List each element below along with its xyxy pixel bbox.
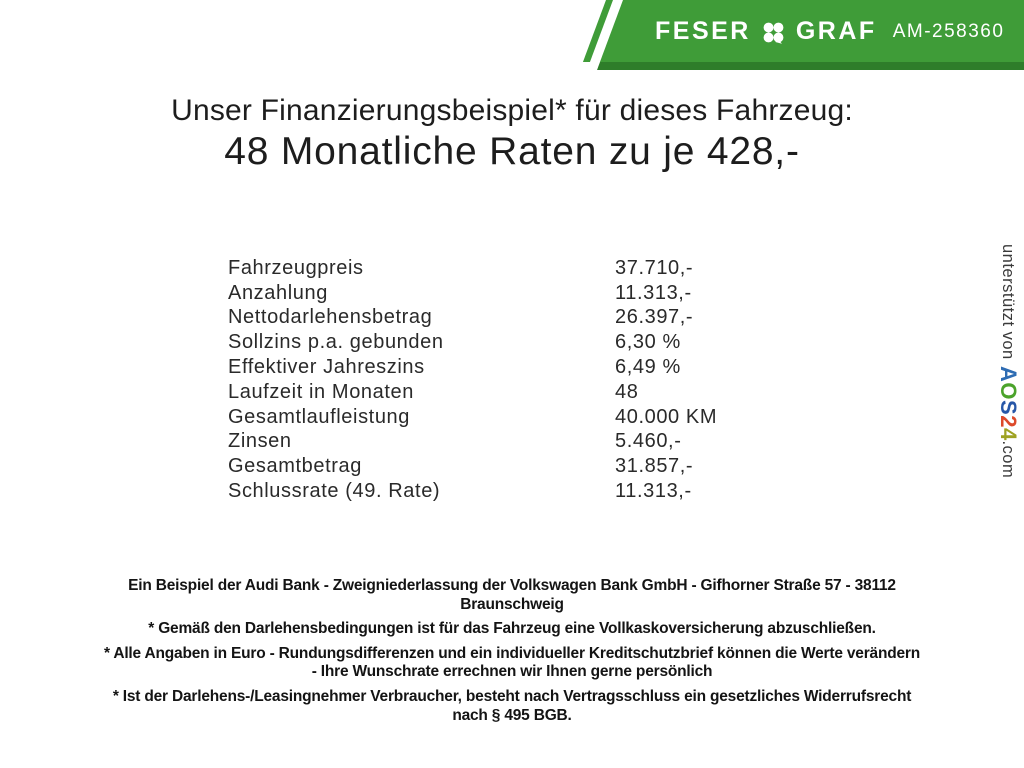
row-value: 31.857,-: [615, 455, 694, 478]
footer-line: Braunschweig: [460, 595, 564, 613]
table-row: [228, 355, 717, 380]
row-value: 5.460,-: [615, 430, 682, 453]
table-row: [228, 281, 717, 306]
aos-letter: S: [996, 399, 1021, 415]
table-row: [228, 405, 717, 430]
aos-letter: 2: [996, 414, 1021, 428]
footer-euro-note: [0, 645, 1024, 682]
dealer-banner: [623, 0, 1024, 62]
table-row: [228, 330, 717, 355]
row-label: Effektiver Jahreszins: [228, 356, 425, 379]
table-row: [228, 430, 717, 455]
banner-underline: [597, 62, 1024, 70]
row-label: Gesamtbetrag: [228, 455, 362, 478]
finance-example-title: Unser Finanzierungsbeispiel* für dieses Fahrzeug:: [171, 94, 853, 127]
monthly-rate-headline: 48 Monatliche Raten zu je 428,-: [224, 130, 800, 173]
row-value: 37.710,-: [615, 256, 694, 279]
row-value: 40.000 KM: [615, 405, 718, 428]
legal-footer: [0, 577, 1024, 731]
aos-letter: A: [996, 365, 1021, 383]
table-row: [228, 256, 717, 281]
watermark-prefix: unterstützt von: [999, 244, 1017, 360]
row-label: Schlussrate (49. Rate): [228, 480, 441, 503]
table-row: [228, 306, 717, 331]
row-value: 6,49 %: [615, 356, 681, 379]
footer-line: nach § 495 BGB.: [452, 706, 572, 724]
finance-table: [228, 256, 717, 504]
footer-line: Ein Beispiel der Audi Bank - Zweigniederlassung der Volkswagen Bank GmbH - Gifhorner Straße 57 - 38112: [128, 577, 896, 594]
aos-letter: O: [996, 382, 1021, 400]
clover-icon: [760, 19, 787, 46]
supported-by-watermark: [995, 244, 1021, 534]
row-label: Gesamtlaufleistung: [228, 405, 411, 428]
footer-insurance-note: [0, 620, 1024, 639]
footer-line: * Alle Angaben in Euro - Rundungsdifferenzen und ein individueller Kreditschutzbrief können die Werte verändern: [103, 644, 921, 662]
footer-line: * Gemäß den Darlehensbedingungen ist für das Fahrzeug eine Vollkaskoversicherung abzuschließen.: [148, 620, 876, 638]
table-row: [228, 380, 717, 405]
watermark-suffix: .com: [999, 440, 1017, 479]
row-value: 11.313,-: [615, 480, 692, 503]
row-value: 6,30 %: [615, 331, 681, 354]
footer-line: - Ihre Wunschrate errechnen wir Ihnen gerne persönlich: [311, 663, 713, 681]
row-label: Zinsen: [228, 430, 292, 453]
row-label: Laufzeit in Monaten: [228, 380, 414, 403]
table-row: [228, 479, 717, 504]
row-value: 48: [615, 380, 639, 403]
aos24-logo[interactable]: [996, 366, 1021, 441]
aos-letter: 4: [996, 427, 1021, 441]
footer-line: * Ist der Darlehens-/Leasingnehmer Verbraucher, besteht nach Vertragsschluss ein gesetzliches Widerrufsrecht: [112, 687, 912, 705]
row-label: Fahrzeugpreis: [228, 256, 364, 279]
footer-withdrawal-note: [0, 688, 1024, 725]
brand-name-right: GRAF: [795, 16, 877, 45]
row-value: 11.313,-: [615, 281, 692, 304]
brand-name-left: FESER: [655, 16, 751, 45]
footer-bank-info: [0, 577, 1024, 614]
vehicle-ref-number: AM-258360: [892, 20, 1005, 42]
row-value: 26.397,-: [615, 306, 694, 329]
page-title: [0, 93, 1024, 175]
row-label: Nettodarlehensbetrag: [228, 306, 433, 329]
row-label: Sollzins p.a. gebunden: [228, 331, 444, 354]
table-row: [228, 454, 717, 479]
row-label: Anzahlung: [228, 281, 328, 304]
